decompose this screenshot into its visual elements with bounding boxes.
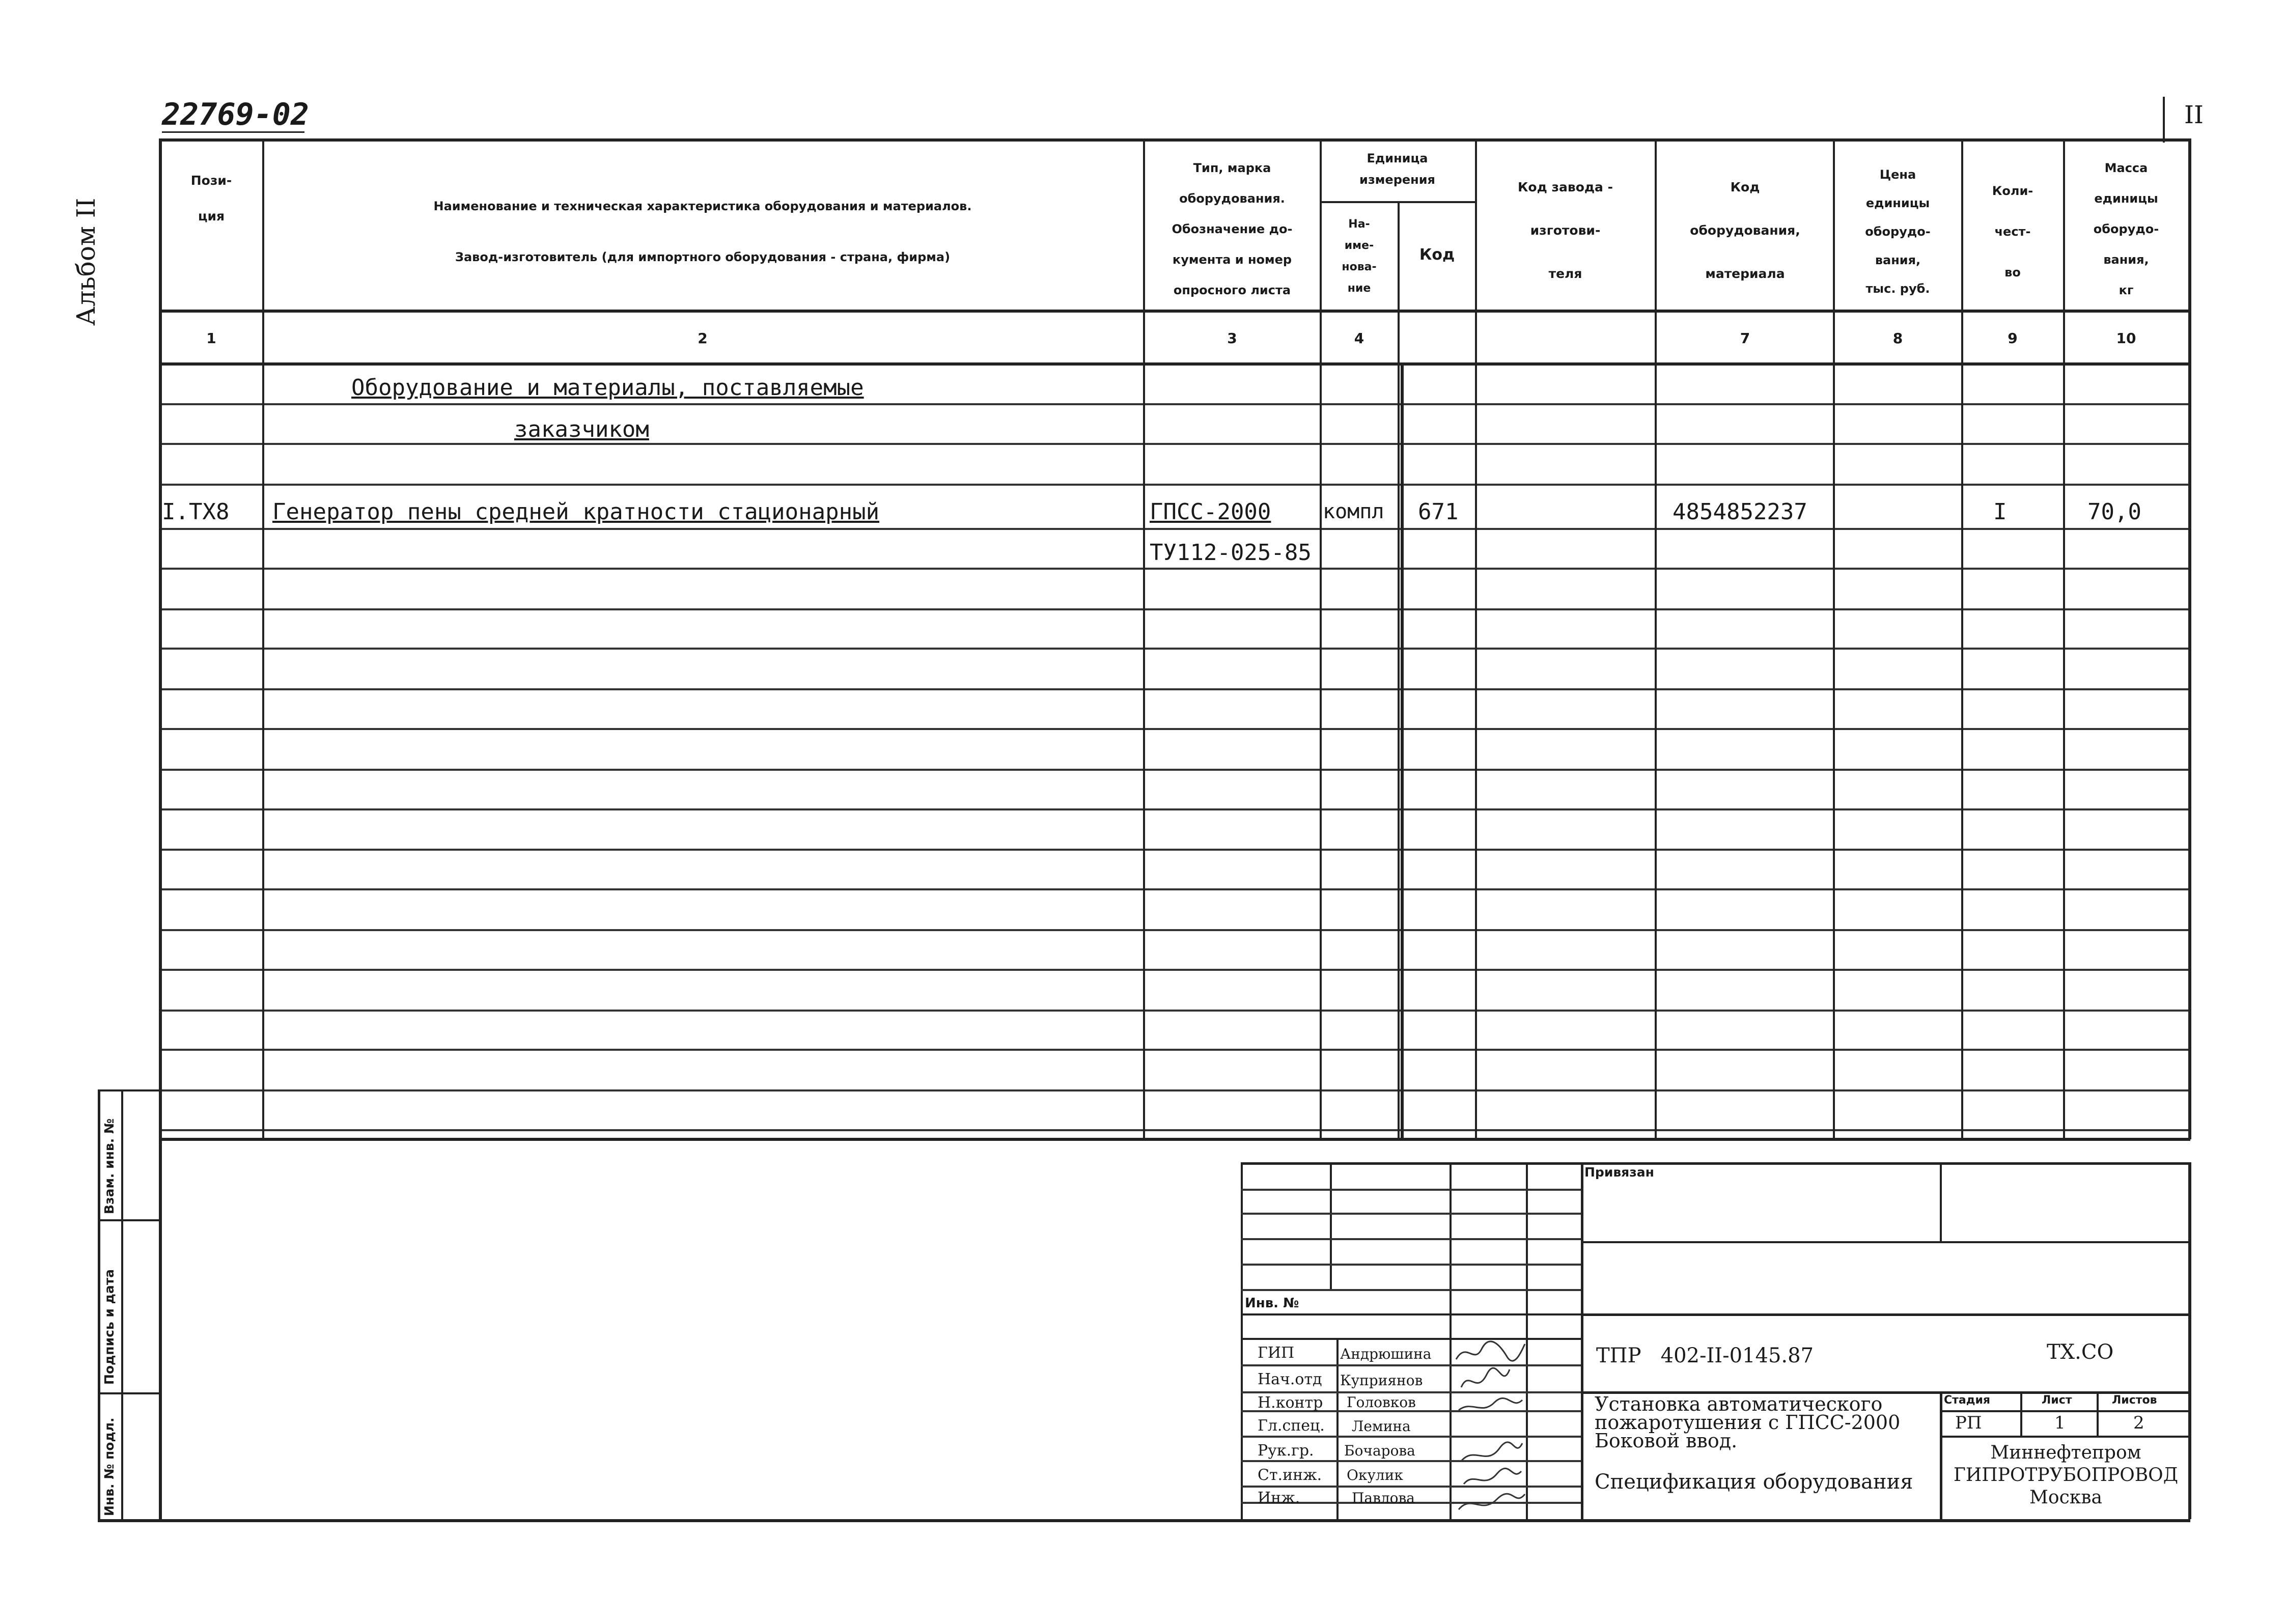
header-price: Цена единицы оборудо- вания, тыс. руб. — [1865, 167, 1931, 296]
sheet-label: Лист — [2042, 1394, 2072, 1407]
name-engineer: Павлова — [1352, 1490, 1415, 1506]
header-mass: Масса единицы оборудо- вания, кг — [2093, 161, 2159, 297]
stage-value: РП — [1955, 1413, 1982, 1433]
side-sign-date: Подпись и дата — [102, 1269, 117, 1385]
header-equipment-code: Код оборудования, материала — [1690, 180, 1800, 281]
sheet-number: II — [2184, 101, 2204, 129]
item-mass: 70,0 — [2087, 499, 2141, 525]
role-norm-control: Н.контр — [1258, 1394, 1323, 1412]
role-gip: ГИП — [1258, 1344, 1295, 1362]
item-type: ГПСС-2000 — [1150, 499, 1271, 525]
item-unit-name: компл — [1323, 500, 1384, 523]
colnum-7: 7 — [1740, 330, 1750, 347]
section-title: Оборудование и материалы, поставляемые — [351, 375, 864, 401]
name-chief-spec: Лемина — [1352, 1418, 1411, 1435]
colnum-10: 10 — [2116, 330, 2136, 347]
colnum-1: 1 — [206, 330, 216, 347]
item-equipment-code: 4854852237 — [1673, 499, 1807, 525]
item-unit-code: 671 — [1418, 499, 1459, 525]
header-position: Пози- ция — [190, 173, 232, 223]
sheet-title: Спецификация оборудования — [1595, 1470, 1913, 1494]
header-factory-code: Код завода - изготови- теля — [1517, 180, 1613, 281]
header-quantity: Коли- чест- во — [1992, 184, 2033, 279]
header-name: Наименование и техническая характеристика оборудования и материалов. Завод-изготовитель (для импортного оборудования - страна, фирма) — [433, 199, 972, 264]
role-head-dept: Нач.отд — [1258, 1370, 1322, 1388]
side-replace-inv: Взам. инв. № — [102, 1118, 117, 1214]
item-name: Генератор пены средней кратности стационарный — [272, 499, 880, 525]
colnum-8: 8 — [1892, 330, 1903, 347]
name-group-lead: Бочарова — [1344, 1442, 1415, 1459]
side-inv-orig: Инв. № подл. — [102, 1417, 117, 1516]
code-underline — [162, 131, 304, 133]
organization: Миннефтепром ГИПРОТРУБОПРОВОД Москва — [1954, 1442, 2178, 1508]
role-senior-eng: Ст.инж. — [1258, 1466, 1322, 1484]
colnum-9: 9 — [2008, 330, 2018, 347]
section-title-continued: заказчиком — [514, 416, 649, 442]
name-norm-control: Головков — [1347, 1394, 1416, 1411]
name-head-dept: Куприянов — [1340, 1372, 1423, 1389]
doc-mark: ТХ.СО — [2047, 1340, 2114, 1364]
document-code: 22769-02 — [162, 97, 309, 132]
album-label: Альбом II — [71, 198, 101, 326]
description: Установка автоматического пожаротушения с ГПСС-2000 Боковой ввод. — [1595, 1393, 1901, 1452]
role-chief-spec: Гл.спец. — [1258, 1417, 1325, 1435]
role-group-lead: Рук.гр. — [1258, 1442, 1314, 1460]
colnum-2: 2 — [698, 330, 708, 347]
colnum-3: 3 — [1227, 330, 1237, 347]
header-unit-name: На- име- нова- ние — [1342, 218, 1377, 295]
sheet-value: 1 — [2054, 1413, 2066, 1433]
name-gip: Андрюшина — [1340, 1346, 1432, 1362]
header-unit-code: Код — [1419, 246, 1455, 264]
role-engineer: Инж. — [1258, 1489, 1300, 1507]
item-doc: ТУ112-025-85 — [1150, 540, 1312, 566]
item-quantity: I — [1993, 499, 2007, 525]
project-code: ТПР 402-II-0145.87 — [1596, 1344, 1814, 1367]
bound-label: Привязан — [1584, 1165, 1654, 1180]
stage-label: Стадия — [1944, 1394, 1991, 1407]
item-position: I.ТХ8 — [162, 499, 230, 525]
header-unit-group: Единица измерения — [1359, 151, 1435, 187]
colnum-4: 4 — [1354, 330, 1364, 347]
sheets-label: Листов — [2112, 1394, 2157, 1407]
inv-label: Инв. № — [1245, 1296, 1299, 1311]
name-senior-eng: Окулик — [1347, 1467, 1403, 1483]
signature-scribbles — [1451, 1339, 1527, 1520]
sheets-value: 2 — [2133, 1413, 2144, 1433]
header-type: Тип, марка оборудования. Обозначение до- кумента и номер опросного листа — [1172, 161, 1293, 297]
top-right-mark — [2163, 97, 2165, 143]
